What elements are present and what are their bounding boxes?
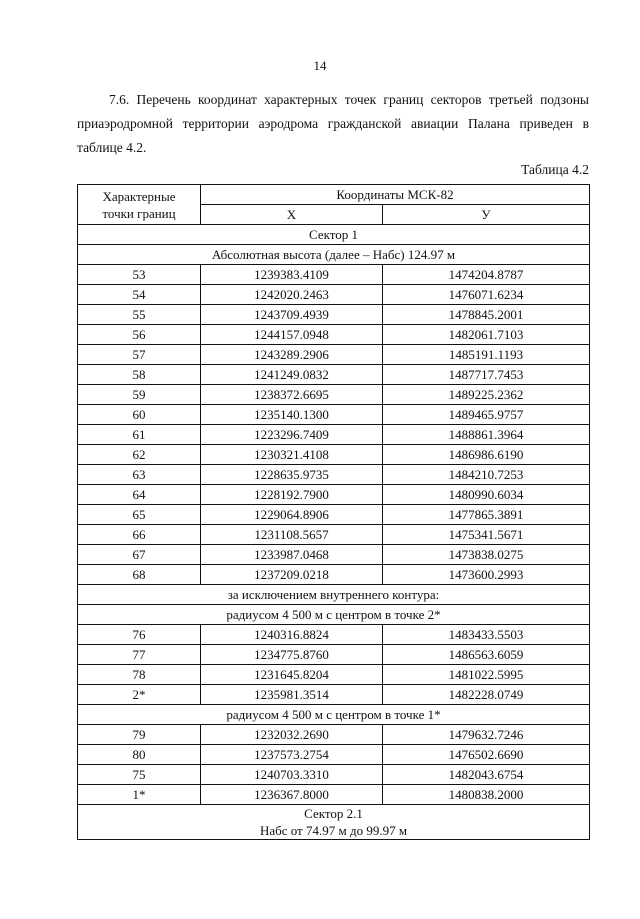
x-cell: 1236367.8000 <box>201 785 383 805</box>
sector21-altitude: Набс от 74.97 м до 99.97 м <box>259 823 408 838</box>
point-cell: 55 <box>78 305 201 325</box>
x-cell: 1243289.2906 <box>201 345 383 365</box>
table-row <box>78 645 590 665</box>
y-cell: 1480990.6034 <box>383 485 590 505</box>
table-row <box>78 285 590 305</box>
point-cell: 77 <box>78 645 201 665</box>
y-cell: 1486986.6190 <box>383 445 590 465</box>
point-cell: 59 <box>78 385 201 405</box>
table-row <box>78 325 590 345</box>
table-row <box>78 785 590 805</box>
point-cell: 80 <box>78 745 201 765</box>
y-cell: 1474204.8787 <box>383 265 590 285</box>
y-cell: 1488861.3964 <box>383 425 590 445</box>
y-cell: 1477865.3891 <box>383 505 590 525</box>
header-coords: Координаты МСК-82 <box>201 185 590 205</box>
point-cell: 60 <box>78 405 201 425</box>
x-cell: 1228635.9735 <box>201 465 383 485</box>
table-row <box>78 485 590 505</box>
y-cell: 1489465.9757 <box>383 405 590 425</box>
table-caption: Таблица 4.2 <box>521 162 589 177</box>
y-cell: 1485191.1193 <box>383 345 590 365</box>
x-cell: 1233987.0468 <box>201 545 383 565</box>
x-cell: 1230321.4108 <box>201 445 383 465</box>
coordinates-table <box>77 184 590 840</box>
y-cell: 1487717.7453 <box>383 365 590 385</box>
point-cell: 65 <box>78 505 201 525</box>
y-cell: 1482043.6754 <box>383 765 590 785</box>
table-body <box>78 225 590 840</box>
x-cell: 1223296.7409 <box>201 425 383 445</box>
x-cell: 1235981.3514 <box>201 685 383 705</box>
table-row <box>78 545 590 565</box>
table-row <box>78 425 590 445</box>
table-row <box>78 745 590 765</box>
x-cell: 1235140.1300 <box>201 405 383 425</box>
table-row <box>78 305 590 325</box>
y-cell: 1484210.7253 <box>383 465 590 485</box>
x-cell: 1232032.2690 <box>201 725 383 745</box>
y-cell: 1476071.6234 <box>383 285 590 305</box>
point-cell: 56 <box>78 325 201 345</box>
page-number: 14 <box>313 58 327 73</box>
y-cell: 1479632.7246 <box>383 725 590 745</box>
y-cell: 1481022.5995 <box>383 665 590 685</box>
point-cell: 1* <box>78 785 201 805</box>
point-cell: 66 <box>78 525 201 545</box>
point-cell: 62 <box>78 445 201 465</box>
table-row <box>78 725 590 745</box>
point-cell: 2* <box>78 685 201 705</box>
table-row <box>78 565 590 585</box>
table-row <box>78 345 590 365</box>
point-cell: 78 <box>78 665 201 685</box>
x-cell: 1231108.5657 <box>201 525 383 545</box>
intro-paragraph <box>77 88 589 160</box>
intro-text: 7.6. Перечень координат характерных точек границ секторов третьей подзоны приаэродромной территории аэродрома гражданской авиации Палана приведен в таблице 4.2. <box>77 92 589 155</box>
sector21-block <box>78 805 590 840</box>
y-cell: 1478845.2001 <box>383 305 590 325</box>
point-cell: 75 <box>78 765 201 785</box>
table-row <box>78 505 590 525</box>
point-cell: 57 <box>78 345 201 365</box>
point-cell: 63 <box>78 465 201 485</box>
sector1-title: Сектор 1 <box>78 225 590 245</box>
point-cell: 76 <box>78 625 201 645</box>
x-cell: 1240703.3310 <box>201 765 383 785</box>
x-cell: 1228192.7900 <box>201 485 383 505</box>
y-cell: 1473838.0275 <box>383 545 590 565</box>
point-cell: 64 <box>78 485 201 505</box>
y-cell: 1480838.2000 <box>383 785 590 805</box>
table-row <box>78 405 590 425</box>
y-cell: 1476502.6690 <box>383 745 590 765</box>
y-cell: 1482228.0749 <box>383 685 590 705</box>
x-cell: 1240316.8824 <box>201 625 383 645</box>
table-row <box>78 465 590 485</box>
x-cell: 1237573.2754 <box>201 745 383 765</box>
circle1-title: радиусом 4 500 м с центром в точке 2* <box>78 605 590 625</box>
y-cell: 1473600.2993 <box>383 565 590 585</box>
y-cell: 1475341.5671 <box>383 525 590 545</box>
table-row <box>78 365 590 385</box>
header-points-line1: Характерные <box>102 188 176 204</box>
table-row <box>78 445 590 465</box>
x-cell: 1239383.4109 <box>201 265 383 285</box>
table-row <box>78 625 590 645</box>
table-row <box>78 765 590 785</box>
table-row <box>78 525 590 545</box>
sector21-title: Сектор 2.1 <box>304 806 363 821</box>
table-row <box>78 665 590 685</box>
point-cell: 68 <box>78 565 201 585</box>
y-cell: 1486563.6059 <box>383 645 590 665</box>
x-cell: 1234775.8760 <box>201 645 383 665</box>
y-cell: 1482061.7103 <box>383 325 590 345</box>
header-y: У <box>383 205 590 225</box>
header-points <box>78 185 201 225</box>
table-row <box>78 385 590 405</box>
point-cell: 58 <box>78 365 201 385</box>
header-points-line2: точки границ <box>102 205 176 221</box>
point-cell: 67 <box>78 545 201 565</box>
exclusion-note: за исключением внутреннего контура: <box>78 585 590 605</box>
point-cell: 54 <box>78 285 201 305</box>
sector1-altitude: Абсолютная высота (далее – Набс) 124.97 м <box>78 245 590 265</box>
table-row <box>78 265 590 285</box>
y-cell: 1489225.2362 <box>383 385 590 405</box>
y-cell: 1483433.5503 <box>383 625 590 645</box>
circle2-title: радиусом 4 500 м с центром в точке 1* <box>78 705 590 725</box>
x-cell: 1243709.4939 <box>201 305 383 325</box>
table-row <box>78 685 590 705</box>
x-cell: 1244157.0948 <box>201 325 383 345</box>
x-cell: 1229064.8906 <box>201 505 383 525</box>
point-cell: 61 <box>78 425 201 445</box>
x-cell: 1231645.8204 <box>201 665 383 685</box>
x-cell: 1241249.0832 <box>201 365 383 385</box>
point-cell: 53 <box>78 265 201 285</box>
x-cell: 1242020.2463 <box>201 285 383 305</box>
x-cell: 1238372.6695 <box>201 385 383 405</box>
point-cell: 79 <box>78 725 201 745</box>
x-cell: 1237209.0218 <box>201 565 383 585</box>
header-x: X <box>201 205 383 225</box>
